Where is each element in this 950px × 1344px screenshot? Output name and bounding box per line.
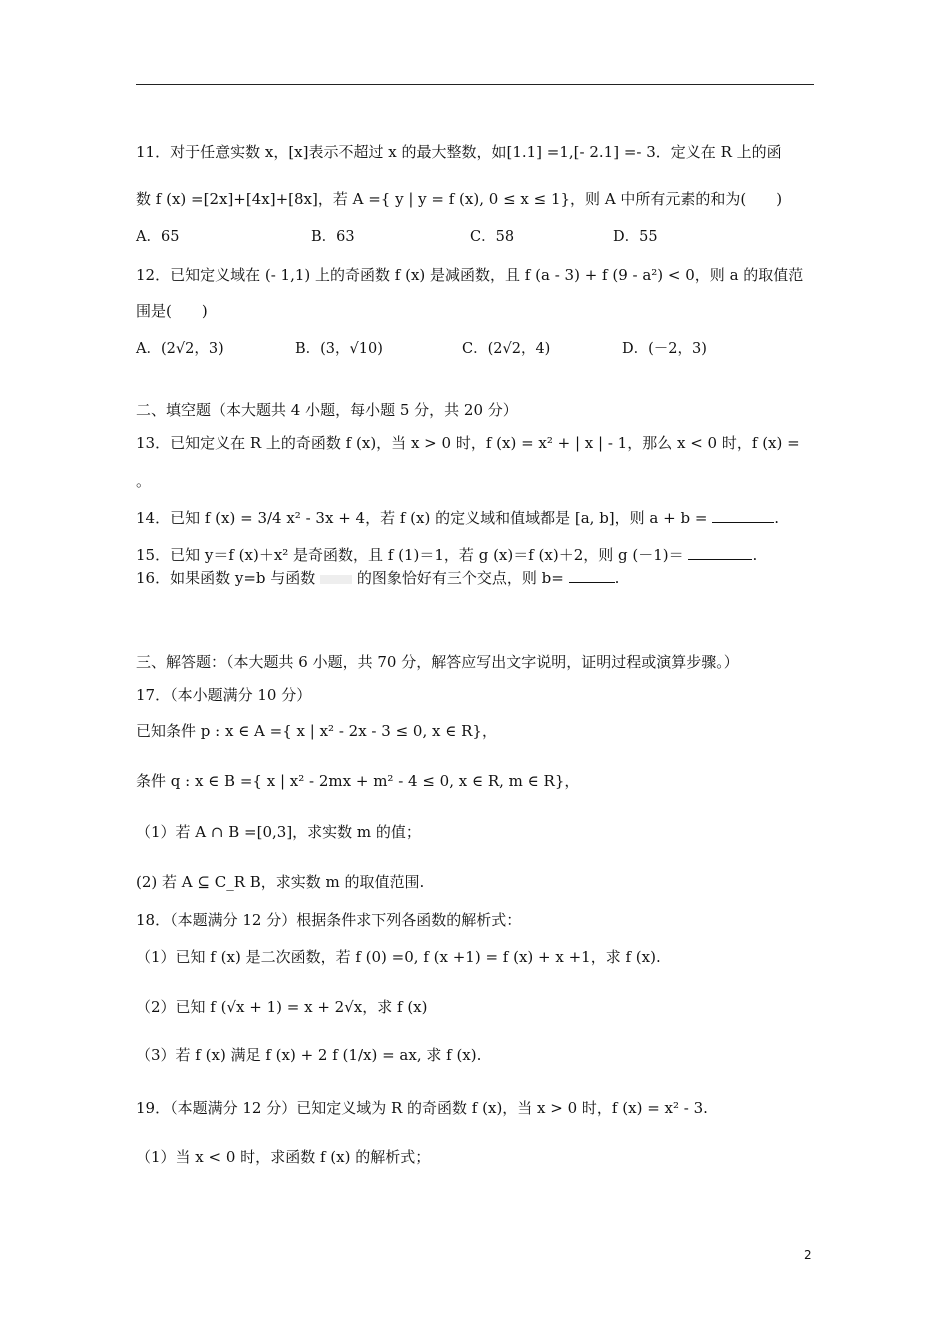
section-solve-heading: 三、解答题：（本大题共 6 小题，共 70 分，解答应写出文字说明，证明过程或演算步骤。） xyxy=(136,653,739,671)
q16-answer-blank xyxy=(569,568,615,583)
q11-option-a: A．65 xyxy=(136,229,180,245)
q17-title: 17．（本小题满分 10 分） xyxy=(136,686,312,704)
section-fill-in-heading: 二、填空题（本大题共 4 小题，每小题 5 分，共 20 分） xyxy=(136,401,518,419)
q12-line1: 12．已知定义域在 (- 1,1) 上的奇函数 f (x) 是减函数，且 f (a - 3) + f (9 - a²) < 0，则 a 的取值范 xyxy=(136,266,804,284)
q17-part-2: (2) 若 A ⊆ C_R B，求实数 m 的取值范围. xyxy=(136,873,425,891)
q16-text: 16．如果函数 y=b 与函数 xyxy=(136,569,316,587)
q12-option-d: D．(－2，3) xyxy=(622,341,707,357)
q18-part-1: （1）已知 f (x) 是二次函数，若 f (0) =0, f (x +1) = f (x) + x +1，求 f (x). xyxy=(136,948,661,966)
q12-line2: 围是( ) xyxy=(136,302,208,320)
q15-text: 15．已知 y＝f (x)＋x² 是奇函数，且 f (1)＝1，若 g (x)＝f (x)＋2，则 g (－1)＝ xyxy=(136,546,684,564)
q13-line: 13．已知定义在 R 上的奇函数 f (x)，当 x > 0 时，f (x) = x² + | x | - 1，那么 x < 0 时，f (x) = xyxy=(136,434,800,452)
q17-part-1: （1）若 A ∩ B =[0,3]，求实数 m 的值； xyxy=(136,823,421,841)
q11-line1: 11．对于任意实数 x，[x]表示不超过 x 的最大整数，如[1.1] =1,[- 2.1] =- 3．定义在 R 上的函 xyxy=(136,143,782,161)
q13-end: 。 xyxy=(136,472,152,490)
q15-answer-blank xyxy=(688,545,752,560)
q12-option-a: A．(2√2，3) xyxy=(136,341,224,357)
q14-answer-blank xyxy=(712,508,774,523)
q11-line2: 数 f (x) =[2x]+[4x]+[8x]，若 A ={ y | y = f (x), 0 ≤ x ≤ 1}，则 A 中所有元素的和为( ) xyxy=(136,190,783,208)
q12-option-b: B．(3，√10) xyxy=(295,341,383,357)
q18-part-2: （2）已知 f (√x + 1) = x + 2√x，求 f (x) xyxy=(136,998,428,1016)
q17-condition-q: 条件 q : x ∈ B ={ x | x² - 2mx + m² - 4 ≤ 0, x ∈ R, m ∈ R}， xyxy=(136,772,580,790)
q12-option-c: C．(2√2，4) xyxy=(462,341,551,357)
q11-option-d: D．55 xyxy=(613,229,658,245)
q16-line: 16．如果函数 y=b 与函数 的图象恰好有三个交点，则 b= . xyxy=(136,569,620,587)
q11-option-c: C．58 xyxy=(470,229,515,245)
q14-line: 14．已知 f (x) = 3/4 x² - 3x + 4，若 f (x) 的定义域和值域都是 [a, b]，则 a + b = . xyxy=(136,509,779,527)
page-number: 2 xyxy=(804,1248,812,1262)
q16-function-image xyxy=(320,575,352,584)
q19-part-1: （1）当 x < 0 时，求函数 f (x) 的解析式； xyxy=(136,1148,431,1166)
header-rule xyxy=(136,84,814,85)
q18-part-3: （3）若 f (x) 满足 f (x) + 2 f (1/x) = ax, 求 f (x). xyxy=(136,1046,482,1064)
q11-option-b: B．63 xyxy=(311,229,355,245)
q17-condition-p: 已知条件 p : x ∈ A ={ x | x² - 2x - 3 ≤ 0, x ∈ R}， xyxy=(136,722,497,740)
q16-text-b: 的图象恰好有三个交点，则 b= xyxy=(356,569,564,587)
q14-text: 14．已知 f (x) = 3/4 x² - 3x + 4，若 f (x) 的定义域和值域都是 [a, b]，则 a + b = xyxy=(136,509,708,527)
q19-title: 19．（本题满分 12 分）已知定义域为 R 的奇函数 f (x)，当 x > 0 时，f (x) = x² - 3. xyxy=(136,1099,708,1117)
q15-line: 15．已知 y＝f (x)＋x² 是奇函数，且 f (1)＝1，若 g (x)＝f (x)＋2，则 g (－1)＝ . xyxy=(136,546,758,564)
q18-title: 18．（本题满分 12 分）根据条件求下列各函数的解析式： xyxy=(136,911,522,929)
